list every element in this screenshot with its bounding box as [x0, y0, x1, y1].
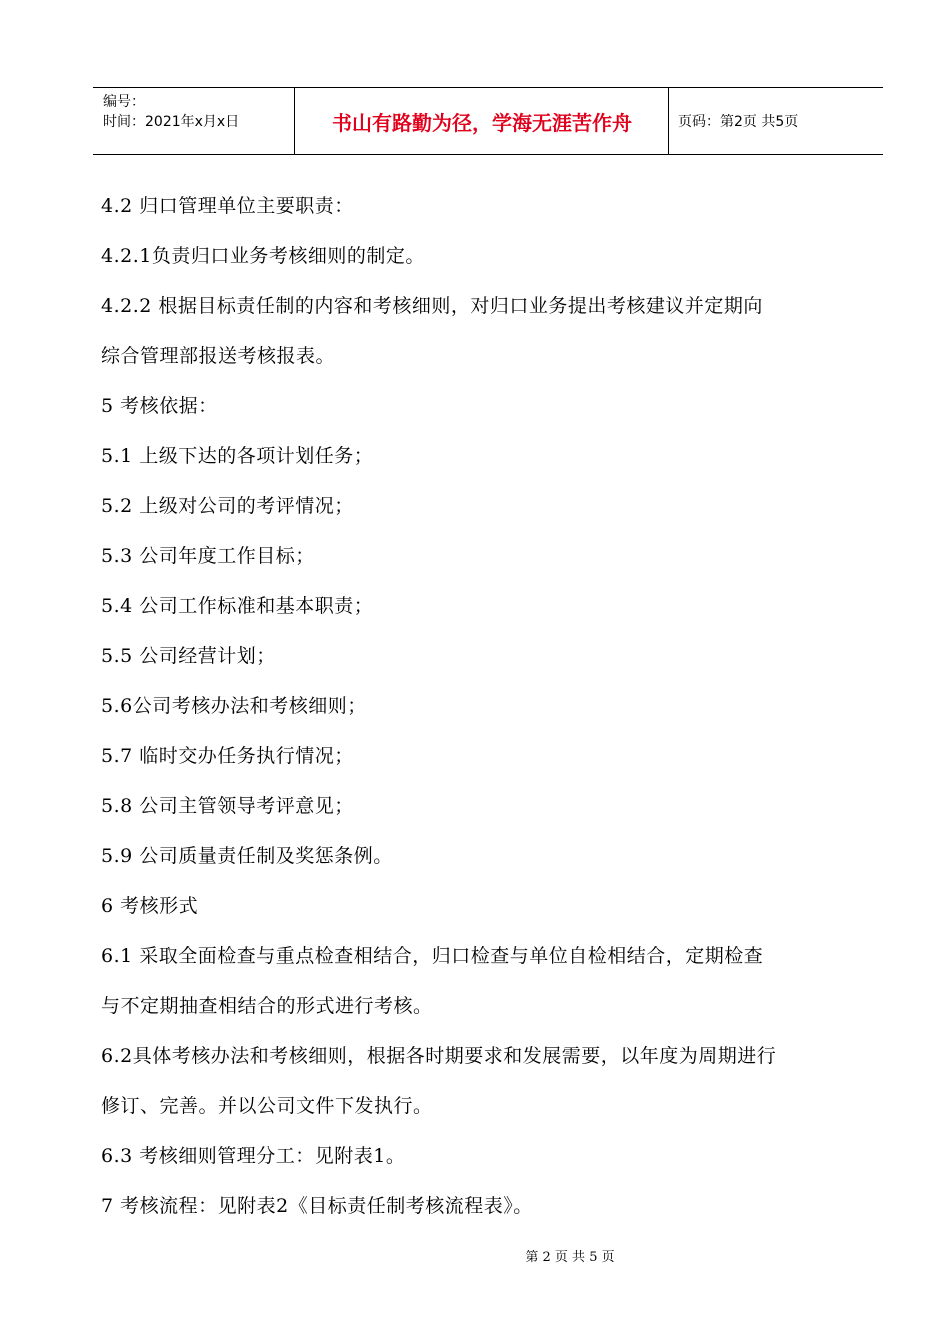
body-line: 6 考核形式	[101, 895, 199, 917]
body-line: 5.8 公司主管领导考评意见；	[101, 795, 354, 817]
body-line: 5.3 公司年度工作目标；	[101, 545, 315, 567]
body-line: 4.2.2 根据目标责任制的内容和考核细则，对归口业务提出考核建议并定期向	[101, 295, 763, 317]
header-page-number: 页码：第2页 共5页	[678, 114, 799, 130]
body-line: 6.2具体考核办法和考核细则，根据各时期要求和发展需要，以年度为周期进行	[101, 1045, 777, 1067]
body-line: 6.1 采取全面检查与重点检查相结合，归口检查与单位自检相结合，定期检查	[101, 945, 764, 967]
document-time-label: 时间：2021年x月x日	[103, 114, 240, 130]
body-line: 5.5 公司经营计划；	[101, 645, 276, 667]
body-line: 5.4 公司工作标准和基本职责；	[101, 595, 374, 617]
page-header	[93, 87, 883, 155]
body-line: 5.9 公司质量责任制及奖惩条例。	[101, 845, 393, 867]
body-line: 修订、完善。并以公司文件下发执行。	[101, 1095, 433, 1117]
page-footer	[0, 1246, 950, 1265]
body-line: 4.2 归口管理单位主要职责：	[101, 195, 354, 217]
document-number-label: 编号：	[103, 94, 145, 110]
body-line: 与不定期抽查相结合的形式进行考核。	[101, 995, 433, 1017]
body-line: 5.6公司考核办法和考核细则；	[101, 695, 367, 717]
header-motto: 书山有路勤为径，学海无涯苦作舟	[332, 110, 632, 135]
body-line: 综合管理部报送考核报表。	[101, 345, 336, 367]
body-line: 5.7 临时交办任务执行情况；	[101, 745, 354, 767]
header-meta	[103, 92, 239, 132]
body-line: 5.1 上级下达的各项计划任务；	[101, 445, 374, 467]
body-line: 7 考核流程：见附表2《目标责任制考核流程表》。	[101, 1195, 533, 1217]
footer-page-number: 第 2 页 共 5 页	[525, 1250, 615, 1265]
body-line: 5 考核依据：	[101, 395, 218, 417]
body-line: 5.2 上级对公司的考评情况；	[101, 495, 354, 517]
body-line: 4.2.1负责归口业务考核细则的制定。	[101, 245, 425, 267]
header-divider-right	[668, 88, 669, 154]
body-line: 6.3 考核细则管理分工：见附表1。	[101, 1145, 406, 1167]
document-body	[101, 181, 881, 1231]
